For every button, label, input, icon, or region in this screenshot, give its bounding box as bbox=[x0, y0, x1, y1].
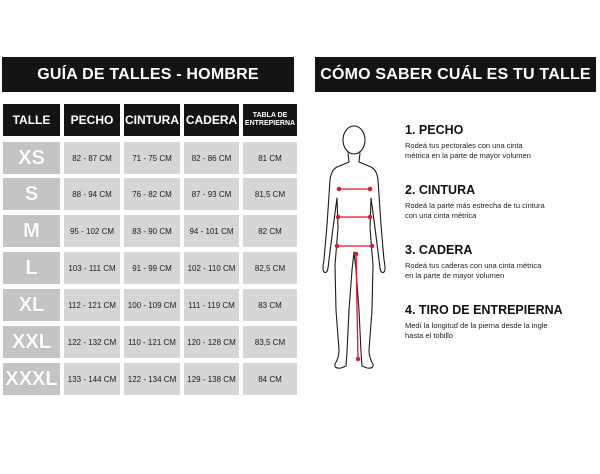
entrepierna-value: 81,5 CM bbox=[243, 178, 297, 210]
cintura-value: 83 - 90 CM bbox=[124, 215, 180, 247]
step-cadera-title: 3. CADERA bbox=[405, 243, 473, 257]
cintura-value: 100 - 109 CM bbox=[124, 289, 180, 321]
size-guide-title: GUÍA DE TALLES - HOMBRE bbox=[2, 57, 294, 92]
header-talle: TALLE bbox=[3, 104, 60, 136]
header-entrepierna-line2: ENTREPIERNA bbox=[244, 120, 296, 127]
pecho-value: 122 - 132 CM bbox=[64, 326, 120, 358]
entrepierna-value: 84 CM bbox=[243, 363, 297, 395]
header-entrepierna-line1: TABLA DE bbox=[252, 112, 288, 119]
step-pecho-title: 1. PECHO bbox=[405, 123, 464, 137]
cadera-value: 129 - 138 CM bbox=[184, 363, 239, 395]
entrepierna-value: 83,5 CM bbox=[243, 326, 297, 358]
cadera-value: 82 - 86 CM bbox=[184, 142, 239, 174]
cintura-value: 91 - 99 CM bbox=[124, 252, 180, 284]
pecho-value: 133 - 144 CM bbox=[64, 363, 120, 395]
cadera-value: 94 - 101 CM bbox=[184, 215, 239, 247]
size-label: L bbox=[3, 252, 60, 284]
step-entrepierna-title: 4. TIRO DE ENTREPIERNA bbox=[405, 303, 563, 317]
pecho-value: 88 - 94 CM bbox=[64, 178, 120, 210]
pecho-value: 103 - 111 CM bbox=[64, 252, 120, 284]
header-entrepierna bbox=[243, 104, 297, 136]
cadera-value: 102 - 110 CM bbox=[184, 252, 239, 284]
cintura-value: 122 - 134 CM bbox=[124, 363, 180, 395]
cadera-value: 87 - 93 CM bbox=[184, 178, 239, 210]
step-entrepierna-text: Medí la longitud de la pierna desde la ingle hasta el tobillo bbox=[405, 321, 548, 340]
entrepierna-value: 82 CM bbox=[243, 215, 297, 247]
entrepierna-value: 81 CM bbox=[243, 142, 297, 174]
step-cintura-title: 2. CINTURA bbox=[405, 183, 476, 197]
cintura-value: 71 - 75 CM bbox=[124, 142, 180, 174]
header-pecho: PECHO bbox=[64, 104, 120, 136]
measure-guide bbox=[315, 95, 596, 395]
how-to-measure-title: CÓMO SABER CUÁL ES TU TALLE bbox=[315, 57, 596, 92]
pecho-value: 95 - 102 CM bbox=[64, 215, 120, 247]
cintura-value: 110 - 121 CM bbox=[124, 326, 180, 358]
size-label: XL bbox=[3, 289, 60, 321]
entrepierna-value: 83 CM bbox=[243, 289, 297, 321]
pecho-value: 112 - 121 CM bbox=[64, 289, 120, 321]
size-label: XXXL bbox=[3, 363, 60, 395]
header-cintura: CINTURA bbox=[124, 104, 180, 136]
body-silhouette-illustration bbox=[315, 120, 405, 385]
entrepierna-value: 82,5 CM bbox=[243, 252, 297, 284]
size-label: XXL bbox=[3, 326, 60, 358]
size-label: S bbox=[3, 178, 60, 210]
cadera-value: 111 - 119 CM bbox=[184, 289, 239, 321]
header-cadera: CADERA bbox=[184, 104, 239, 136]
step-pecho-text: Rodeá tus pectorales con una cinta métrica en la parte de mayor volumen bbox=[405, 141, 531, 160]
size-label: M bbox=[3, 215, 60, 247]
step-cintura-text: Rodeá la parte más estrecha de tu cintura con una cinta métrica bbox=[405, 201, 545, 220]
step-cadera-text: Rodeá tus caderas con una cinta métrica en la parte de mayor volumen bbox=[405, 261, 542, 280]
pecho-value: 82 - 87 CM bbox=[64, 142, 120, 174]
size-label: XS bbox=[3, 142, 60, 174]
cadera-value: 120 - 128 CM bbox=[184, 326, 239, 358]
cintura-value: 76 - 82 CM bbox=[124, 178, 180, 210]
